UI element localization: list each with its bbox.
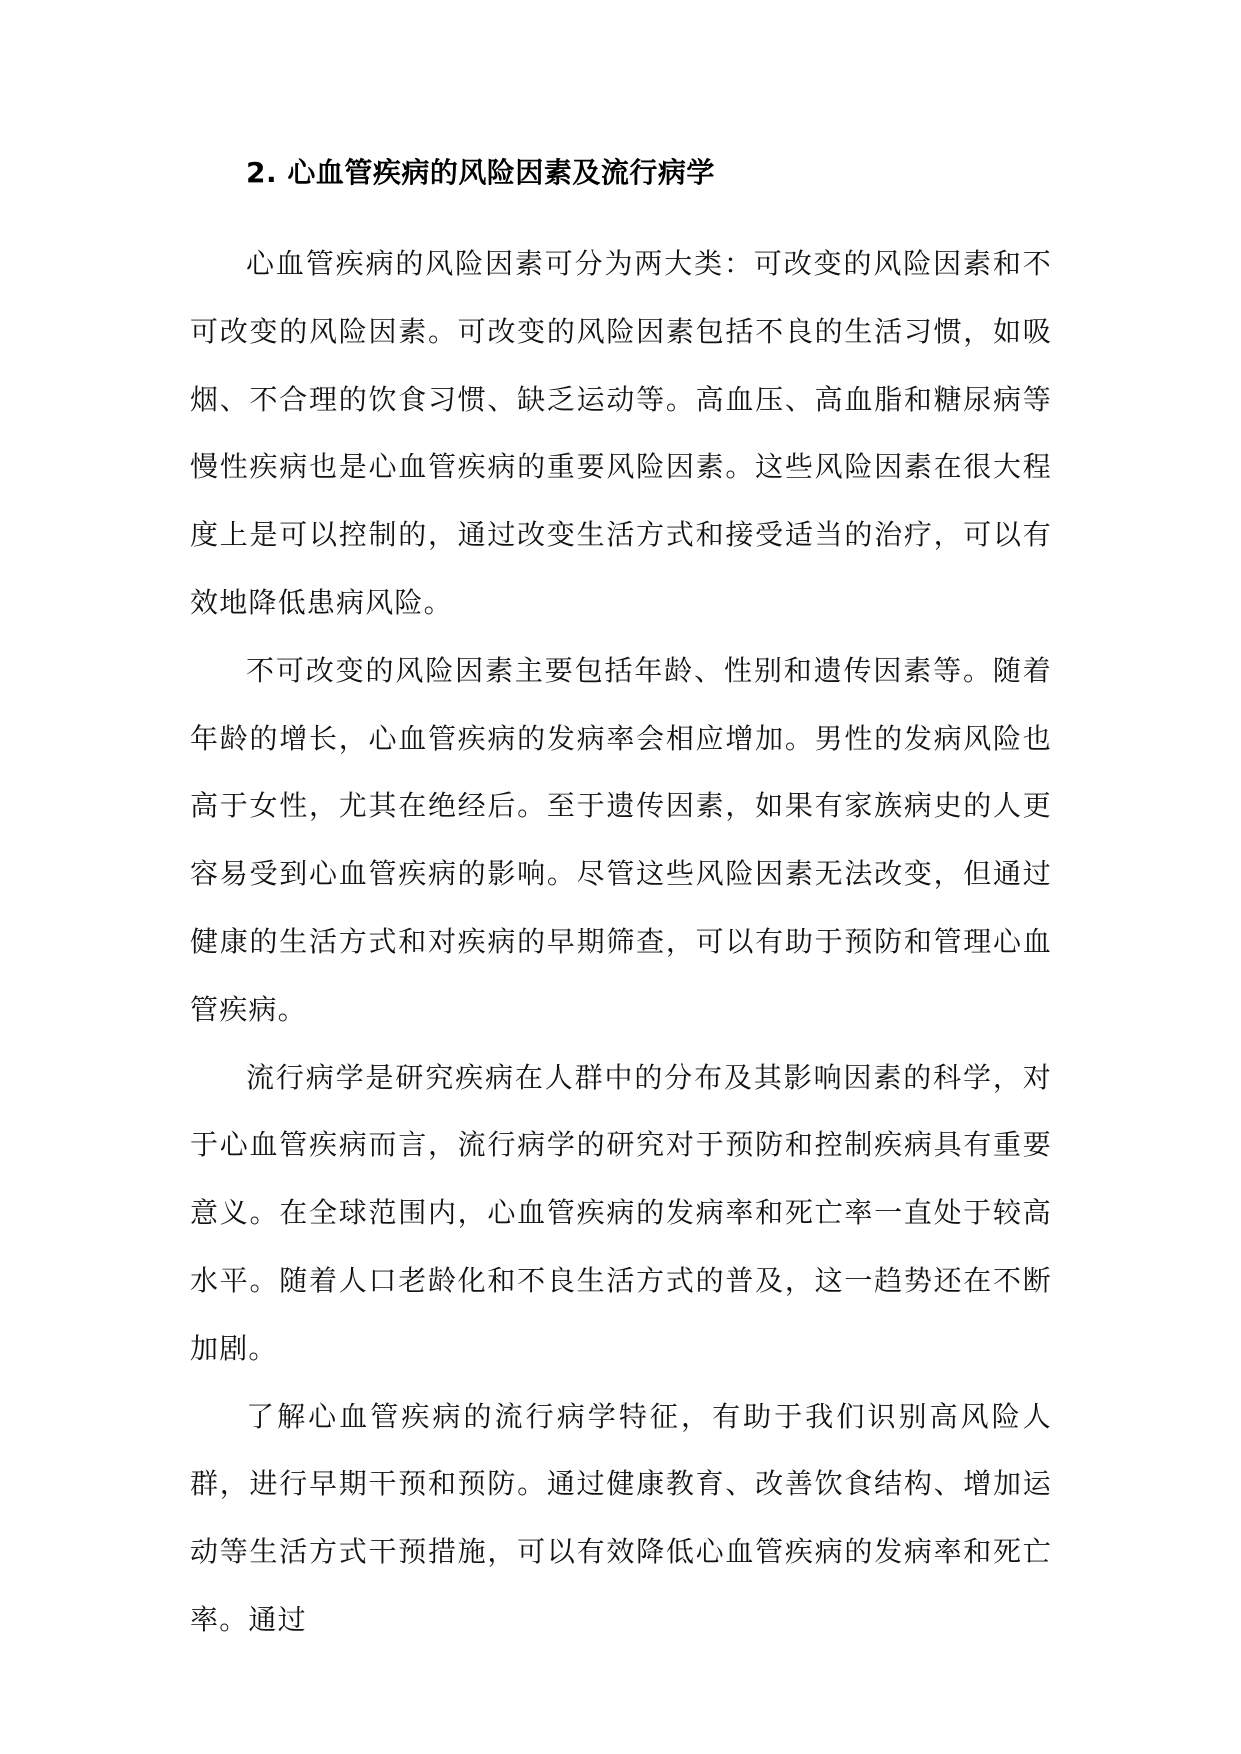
paragraph-unmodifiable-factors: 不可改变的风险因素主要包括年龄、性别和遗传因素等。随着年龄的增长，心血管疾病的发病率会相应增加。男性的发病风险也高于女性，尤其在绝经后。至于遗传因素，如果有家族病史的人更容易受到心血管疾病的影响。尽管这些风险因素无法改变，但通过健康的生活方式和对疾病的早期筛查，可以有助于预防和管理心血管疾病。 (190, 653, 1052, 1026)
paragraph-epidemiology: 流行病学是研究疾病在人群中的分布及其影响因素的科学，对于心血管疾病而言，流行病学的研究对于预防和控制疾病具有重要意义。在全球范围内，心血管疾病的发病率和死亡率一直处于较高水平。随着人口老龄化和不良生活方式的普及，这一趋势还在不断加剧。 (190, 1060, 1052, 1365)
paragraph-prevention: 了解心血管疾病的流行病学特征，有助于我们识别高风险人群，进行早期干预和预防。通过健康教育、改善饮食结构、增加运动等生活方式干预措施，可以有效降低心血管疾病的发病率和死亡率。通过 (190, 1399, 1052, 1636)
paragraph-risk-factors: 心血管疾病的风险因素可分为两大类：可改变的风险因素和不可改变的风险因素。可改变的风险因素包括不良的生活习惯，如吸烟、不合理的饮食习惯、缺乏运动等。高血压、高血脂和糖尿病等慢性疾病也是心血管疾病的重要风险因素。这些风险因素在很大程度上是可以控制的，通过改变生活方式和接受适当的治疗，可以有效地降低患病风险。 (190, 247, 1052, 619)
document-body (190, 146, 1052, 1654)
section-heading: 2. 心血管疾病的风险因素及流行病学 (246, 156, 715, 189)
